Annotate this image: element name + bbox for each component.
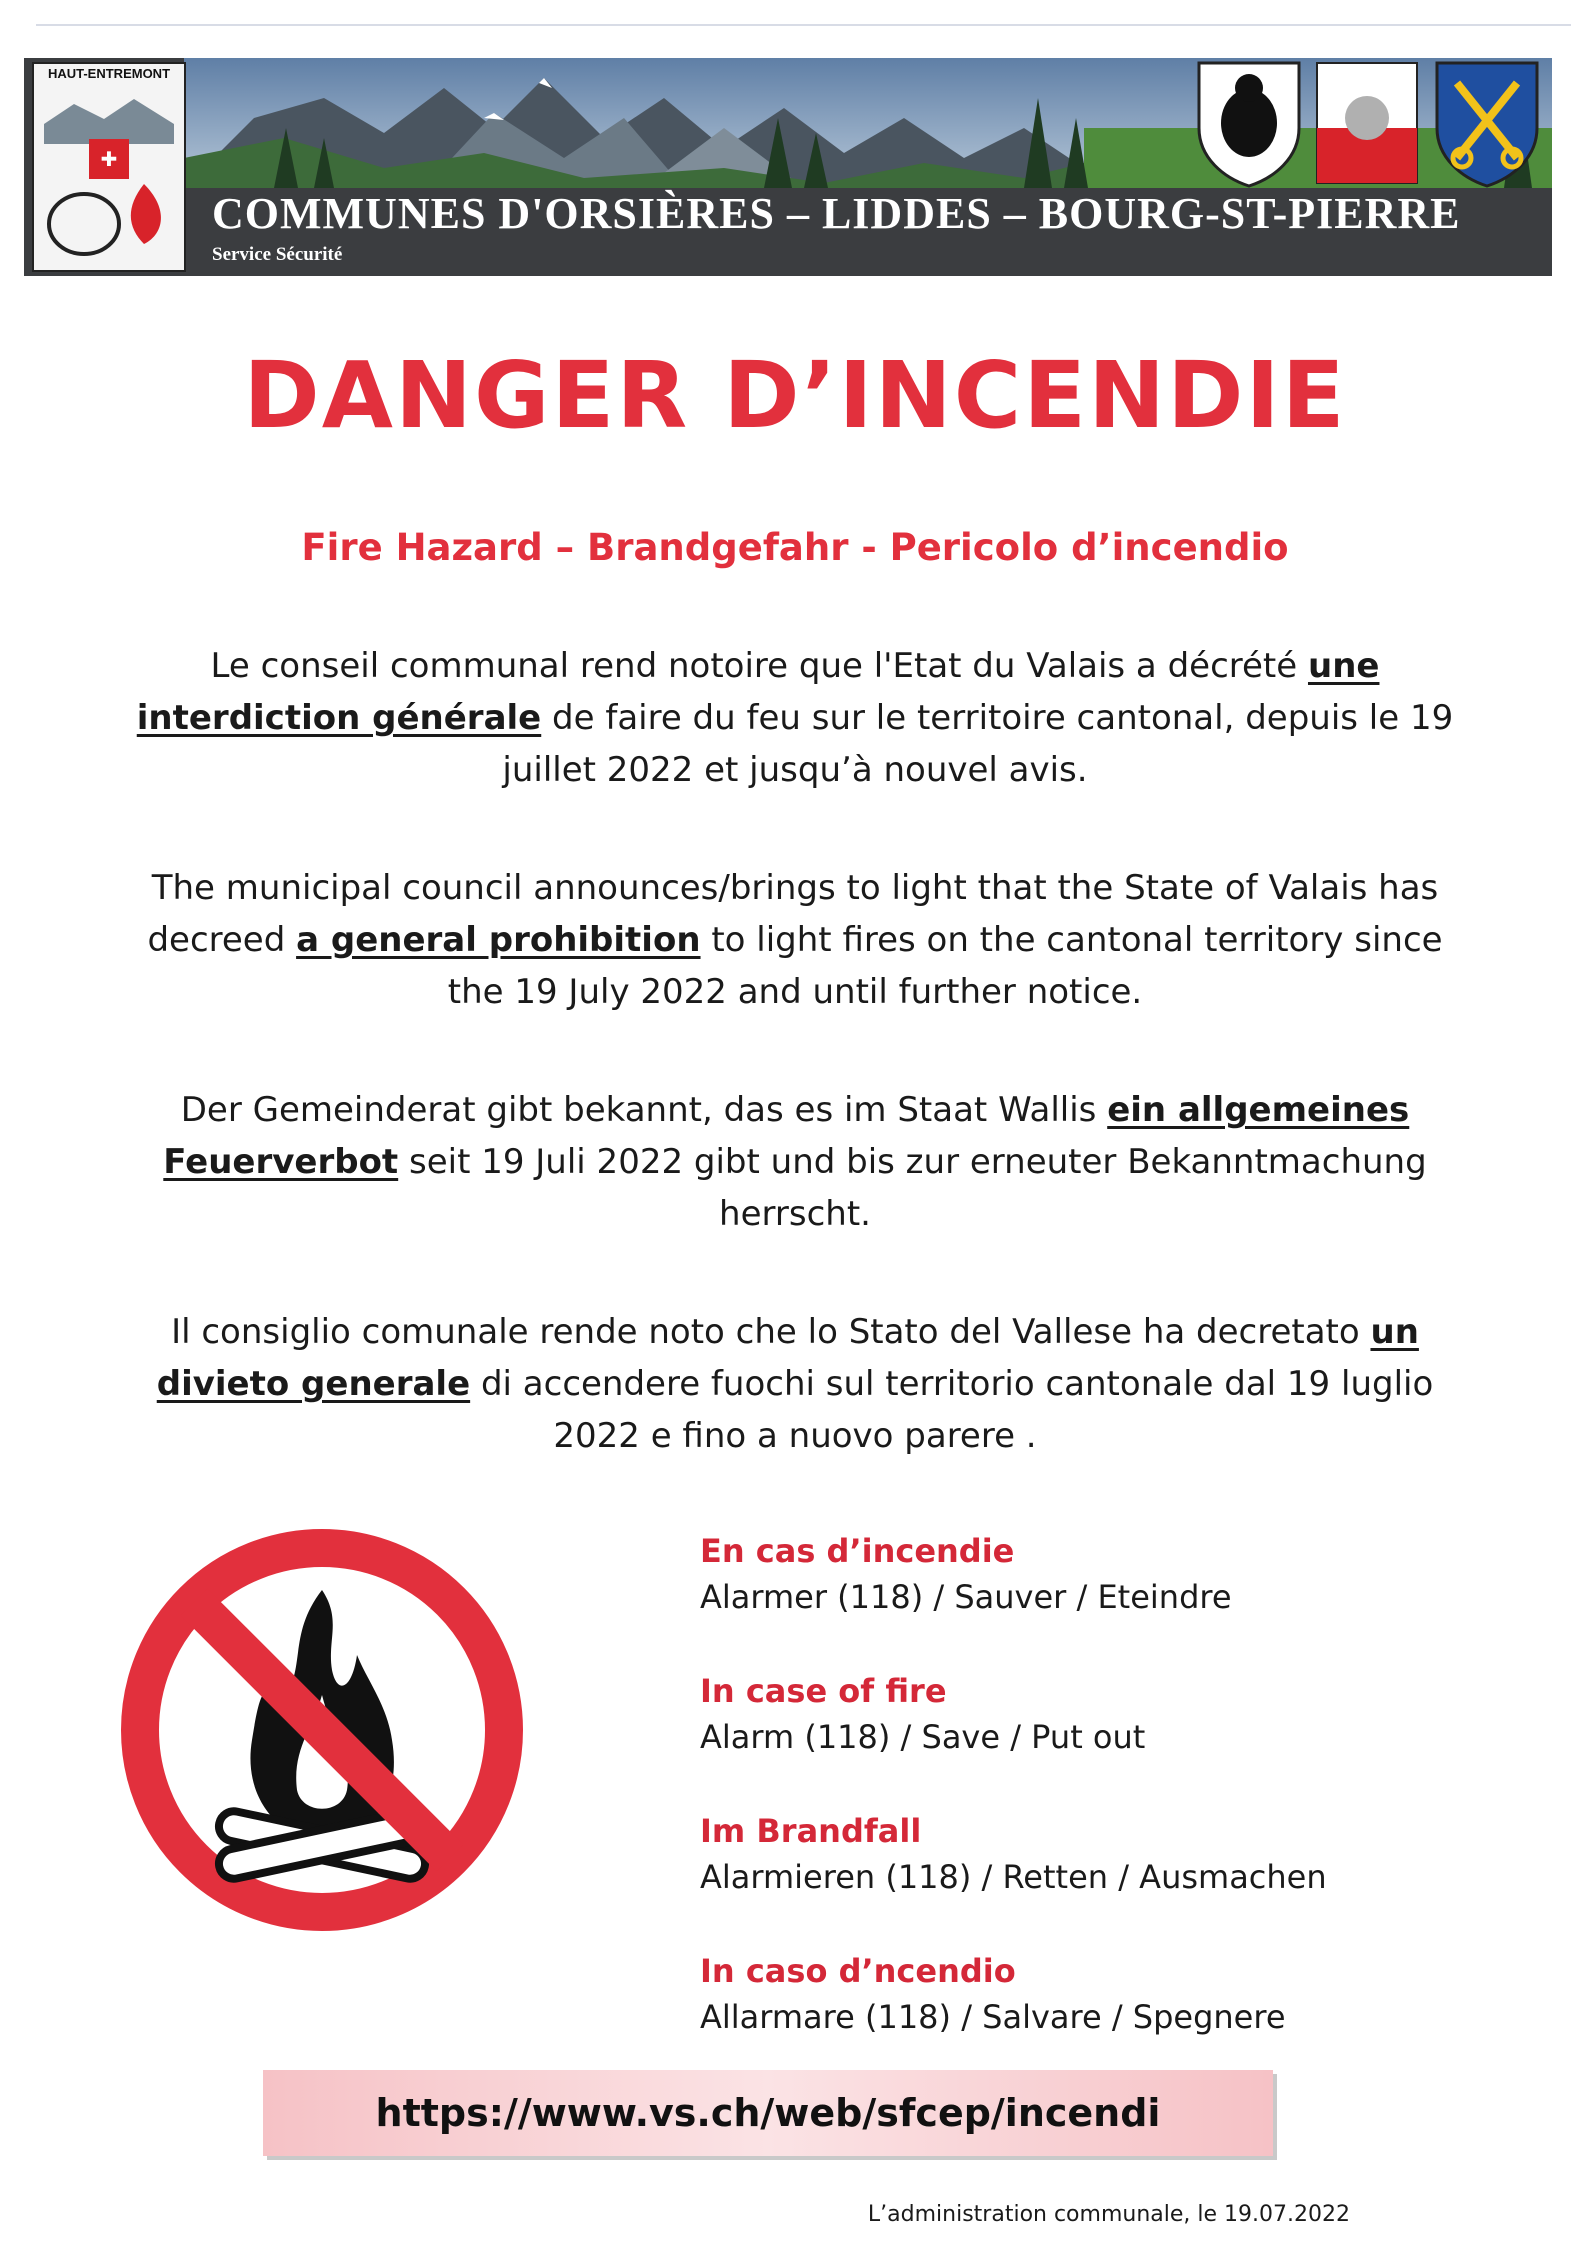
paragraph-text: Le conseil communal rend notoire que l'Etat du Valais a décrété [210, 646, 1308, 686]
paragraph-text: to light fires on the cantonal territory since the 19 July 2022 and until further notice. [447, 920, 1443, 1012]
no-fire-icon [112, 1520, 532, 1940]
instruction-text: Alarm (118) / Save / Put out [700, 1718, 1146, 1756]
paragraph-fr [130, 640, 1460, 796]
instruction-it [700, 1948, 1286, 2040]
instruction-text: Allarmare (118) / Salvare / Spegnere [700, 1998, 1286, 2036]
paragraph-emphasis: ein allgemeines Feuerverbot [163, 1090, 1410, 1182]
instruction-heading: En cas d’incendie [700, 1532, 1015, 1570]
st-george-shield-icon [1312, 58, 1422, 188]
paragraph-emphasis: a general prohibition [296, 920, 701, 960]
instruction-fr [700, 1528, 1232, 1620]
paragraph-emphasis: un divieto generale [156, 1312, 1419, 1404]
page-title: DANGER D’INCENDIE [243, 342, 1347, 449]
crossed-keys-shield-icon [1432, 58, 1542, 188]
paragraph-emphasis: une interdiction générale [136, 646, 1380, 738]
instruction-de [700, 1808, 1327, 1900]
paragraph-text: Der Gemeinderat gibt bekannt, das es im Staat Wallis [180, 1090, 1108, 1130]
instruction-text: Alarmieren (118) / Retten / Ausmachen [700, 1858, 1327, 1896]
haut-entremont-crest [32, 62, 186, 272]
svg-text:✚: ✚ [100, 147, 118, 171]
paragraph-text: di accendere fuochi sul territorio cantonale dal 19 luglio 2022 e fino a nuovo parere . [470, 1364, 1434, 1456]
instruction-heading: Im Brandfall [700, 1812, 922, 1850]
instruction-heading: In case of fire [700, 1672, 947, 1710]
bear-shield-icon [1194, 58, 1304, 188]
fire-brigade-helmet-icon [34, 84, 184, 270]
info-url-link[interactable]: https://www.vs.ch/web/sfcep/incendi [263, 2070, 1273, 2156]
instruction-text: Alarmer (118) / Sauver / Eteindre [700, 1578, 1232, 1616]
paragraph-de [130, 1084, 1460, 1240]
service-label: Service Sécurité [212, 244, 343, 265]
top-rule [36, 24, 1571, 26]
paragraph-en [130, 862, 1460, 1018]
footer-signature: L’administration communale, le 19.07.2022 [867, 2202, 1350, 2227]
instruction-heading: In caso d’ncendio [700, 1952, 1016, 1990]
paragraph-it [130, 1306, 1460, 1462]
communes-title: COMMUNES D'ORSIÈRES – LIDDES – BOURG-ST-PIERRE [212, 189, 1461, 238]
header-banner [24, 58, 1552, 276]
crest-label: HAUT-ENTREMONT [47, 66, 171, 81]
instruction-en [700, 1668, 1145, 1760]
paragraph-text: de faire du feu sur le territoire cantonal, depuis le 19 juillet 2022 et jusqu’à nouvel avis. [502, 698, 1454, 790]
page-subtitle: Fire Hazard – Brandgefahr - Pericolo d’incendio [301, 526, 1289, 569]
paragraph-text: seit 19 Juli 2022 gibt und bis zur erneuter Bekanntmachung herrscht. [398, 1142, 1427, 1234]
paragraph-text: The municipal council announces/brings to light that the State of Valais has decreed [147, 868, 1439, 960]
paragraph-text: Il consiglio comunale rende noto che lo Stato del Vallese ha decretato [171, 1312, 1371, 1352]
